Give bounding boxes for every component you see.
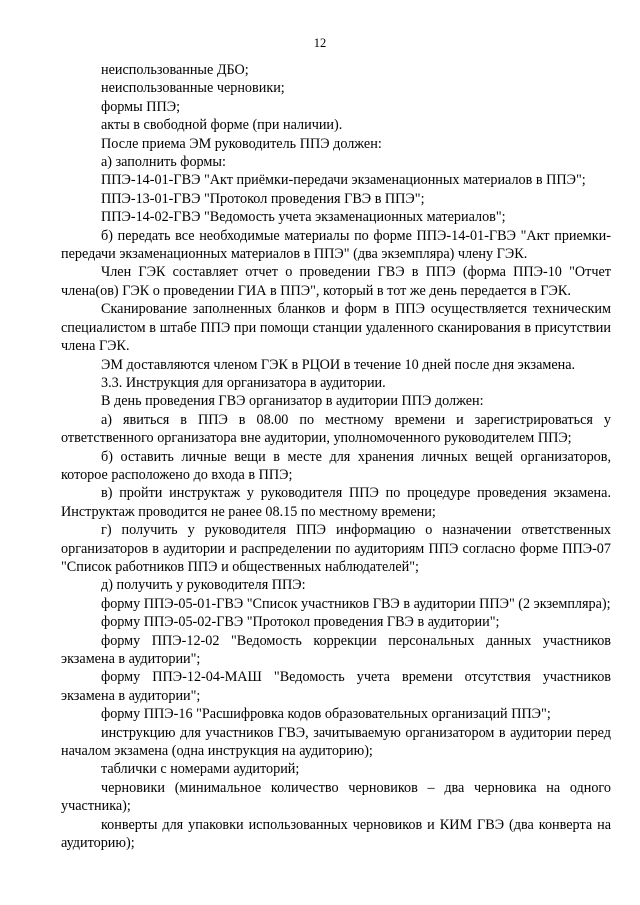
paragraph: неиспользованные черновики;: [101, 80, 285, 97]
paragraph: акты в свободной форме (при наличии).: [101, 117, 343, 134]
paragraph: г) получить у руководителя ППЭ информацию о назначении ответственных организаторов в аудитории и распределении по аудиториям ППЭ согласно форме ППЭ-07 "Список работников ППЭ и общественных наблюдателей";: [61, 522, 611, 575]
document-body: [61, 61, 611, 852]
paragraph: инструкцию для участников ГВЭ, зачитываемую организатором в аудитории перед началом экзамена (одна инструкция на аудиторию);: [61, 724, 611, 760]
paragraph: а) явиться в ППЭ в 08.00 по местному времени и зарегистрироваться у ответственного организатора вне аудитории, уполномоченного руководителем ППЭ;: [61, 411, 611, 447]
paragraph: форму ППЭ-16 "Расшифровка кодов образовательных организаций ППЭ";: [101, 706, 551, 723]
paragraph: форму ППЭ-12-04-МАШ "Ведомость учета времени отсутствия участников экзамена в аудитории";: [61, 669, 611, 704]
page-number: 12: [313, 36, 327, 50]
paragraph: Сканирование заполненных бланков и форм в ППЭ осуществляется техническим специалистом в штабе ППЭ при помощи станции удаленного сканирования в присутствии члена ГЭК.: [61, 301, 611, 355]
paragraph: ППЭ-13-01-ГВЭ "Протокол проведения ГВЭ в ППЭ";: [101, 190, 425, 207]
paragraph: форму ППЭ-05-02-ГВЭ "Протокол проведения ГВЭ в аудитории";: [101, 614, 500, 631]
paragraph: ЭМ доставляются членом ГЭК в РЦОИ в течение 10 дней после дня экзамена.: [101, 356, 576, 373]
paragraph: б) оставить личные вещи в месте для хранения личных вещей организаторов, которое расположено до входа в ППЭ;: [61, 448, 611, 483]
paragraph: неиспользованные ДБО;: [101, 62, 249, 78]
paragraph: В день проведения ГВЭ организатор в аудитории ППЭ должен:: [101, 393, 484, 410]
paragraph: в) пройти инструктаж у руководителя ППЭ по процедуре проведения экзамена. Инструктаж проводится не ранее 08.15 по местному времени;: [61, 485, 611, 520]
paragraph: ППЭ-14-02-ГВЭ "Ведомость учета экзаменационных материалов";: [101, 209, 506, 226]
paragraph: д) получить у руководителя ППЭ:: [101, 577, 306, 594]
paragraph: форму ППЭ-05-01-ГВЭ "Список участников ГВЭ в аудитории ППЭ" (2 экземпляра);: [101, 595, 611, 612]
paragraph: черновики (минимальное количество черновиков – два черновика на одного участника);: [61, 779, 611, 815]
paragraph: ППЭ-14-01-ГВЭ "Акт приёмки-передачи экзаменационных материалов в ППЭ";: [101, 172, 586, 189]
paragraph: конверты для упаковки использованных черновиков и КИМ ГВЭ (два конверта на аудиторию);: [61, 816, 611, 852]
paragraph: б) передать все необходимые материалы по форме ППЭ-14-01-ГВЭ "Акт приемки-передачи экзаменационных материалов в ППЭ" (два экземпляра) члену ГЭК.: [61, 227, 611, 263]
paragraph: форму ППЭ-12-02 "Ведомость коррекции персональных данных участников экзамена в аудитории";: [61, 632, 611, 667]
section-heading: 3.3. Инструкция для организатора в аудитории.: [101, 374, 386, 391]
paragraph: таблички с номерами аудиторий;: [101, 761, 300, 778]
paragraph: формы ППЭ;: [101, 98, 181, 115]
paragraph: Член ГЭК составляет отчет о проведении ГВЭ в ППЭ (форма ППЭ-10 "Отчет члена(ов) ГЭК о проведении ГИА в ППЭ", который в тот же день передается в ГЭК.: [61, 264, 611, 299]
paragraph: После приема ЭМ руководитель ППЭ должен:: [101, 135, 382, 152]
paragraph: а) заполнить формы:: [101, 154, 226, 171]
